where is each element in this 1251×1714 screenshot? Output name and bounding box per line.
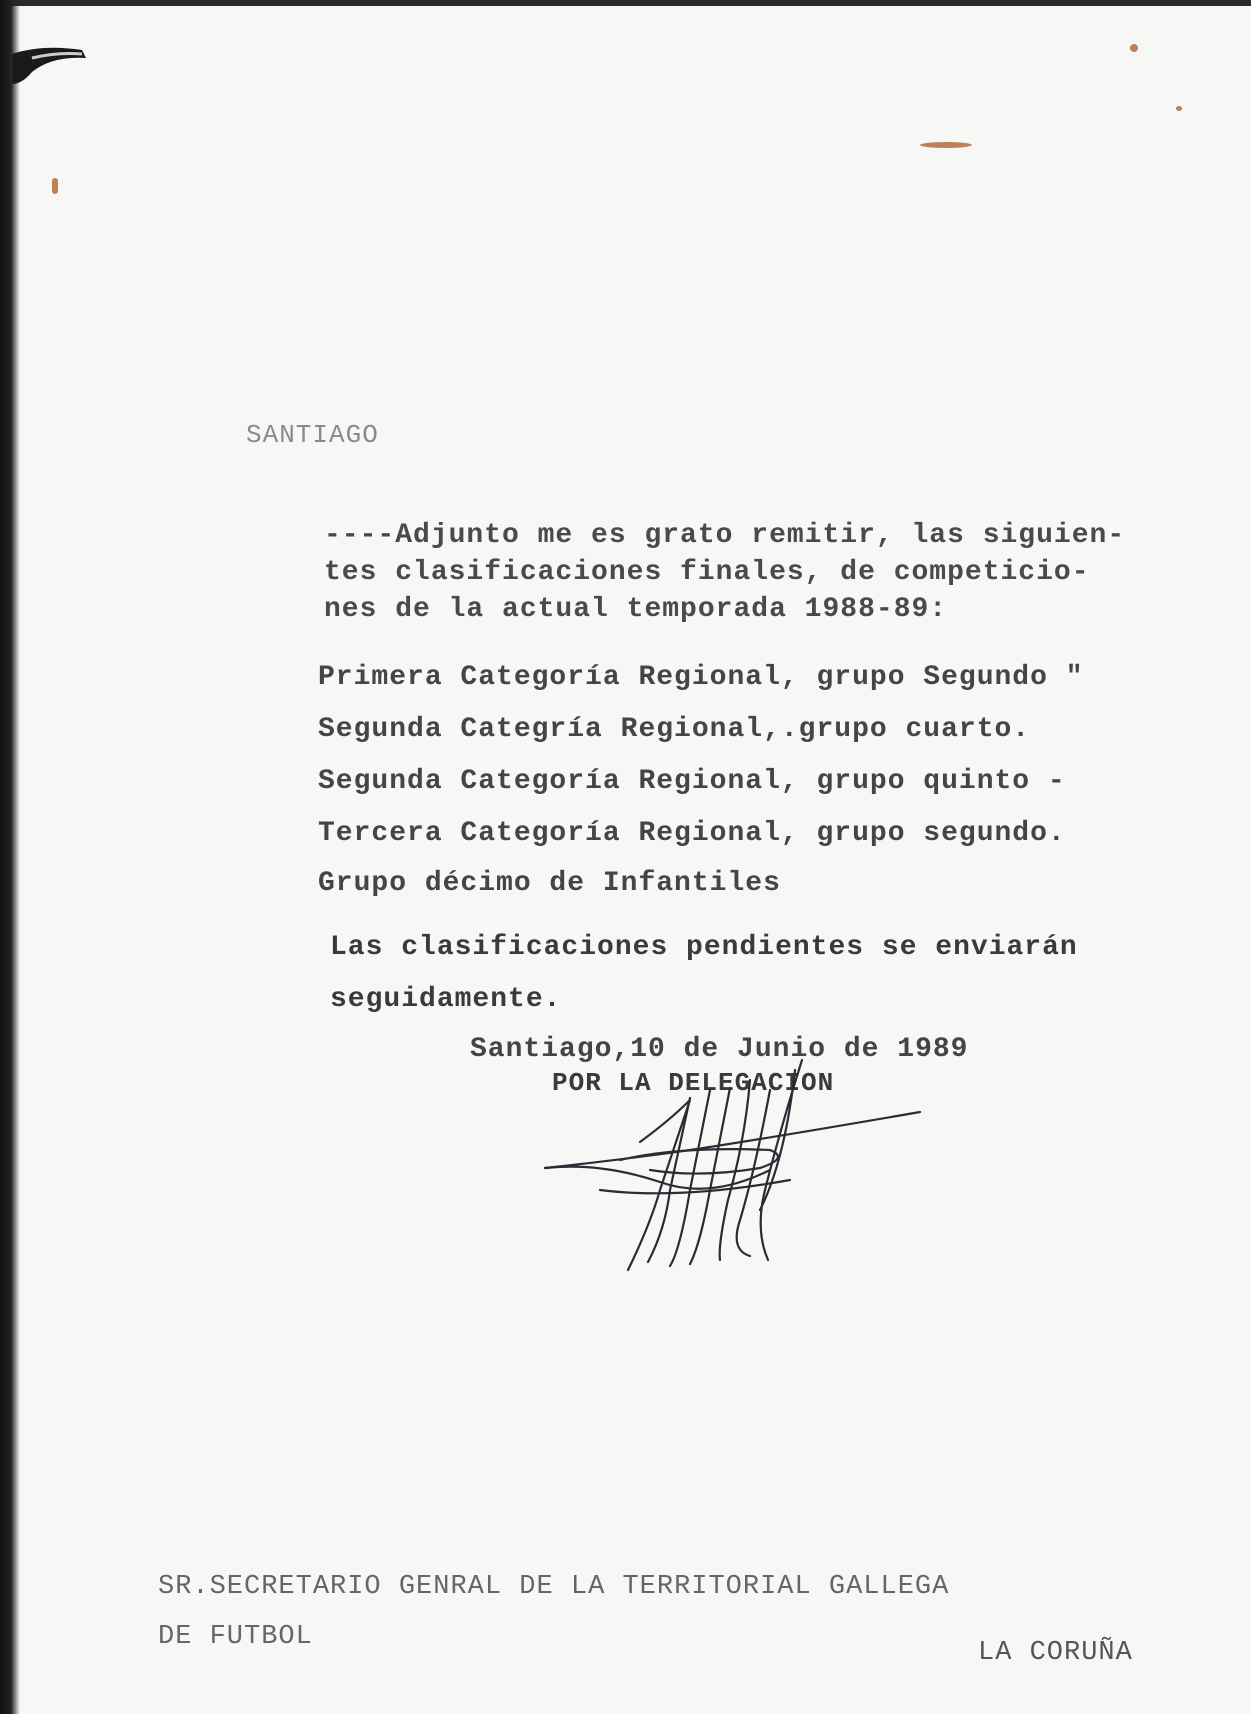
category-item: Segunda Categoría Regional, grupo quinto - xyxy=(318,766,1066,797)
intro-line: ----Adjunto me es grato remitir, las siguien- xyxy=(324,520,1126,551)
category-item: Tercera Categoría Regional, grupo segundo. xyxy=(318,818,1066,849)
recipient-city: LA CORUÑA xyxy=(978,1638,1133,1668)
place-heading: SANTIAGO xyxy=(246,420,379,450)
category-item: Segunda Categría Regional,.grupo cuarto. xyxy=(318,714,1031,745)
scan-left-edge xyxy=(0,0,20,1714)
pending-note-line: Las clasificaciones pendientes se enviarán xyxy=(330,932,1078,963)
letter-date: Santiago,10 de Junio de 1989 xyxy=(470,1034,969,1065)
rust-stain xyxy=(1176,106,1182,111)
category-item: Primera Categoría Regional, grupo Segundo " xyxy=(318,662,1084,693)
scan-top-edge xyxy=(0,0,1251,6)
recipient-line: DE FUTBOL xyxy=(158,1622,313,1652)
paper-tear-mark xyxy=(12,44,92,90)
intro-line: tes clasificaciones finales, de competicio- xyxy=(324,557,1090,588)
signatory-line: POR LA DELEGACION xyxy=(552,1068,835,1098)
recipient-line: SR.SECRETARIO GENRAL DE LA TERRITORIAL GALLEGA xyxy=(158,1572,950,1602)
handwritten-signature xyxy=(540,1050,940,1280)
intro-line: nes de la actual temporada 1988-89: xyxy=(324,594,948,625)
category-item: Grupo décimo de Infantiles xyxy=(318,868,781,899)
pending-note-line: seguidamente. xyxy=(330,984,562,1015)
rust-stain xyxy=(52,178,58,194)
rust-stain xyxy=(1130,44,1138,52)
rust-stain xyxy=(920,142,972,148)
